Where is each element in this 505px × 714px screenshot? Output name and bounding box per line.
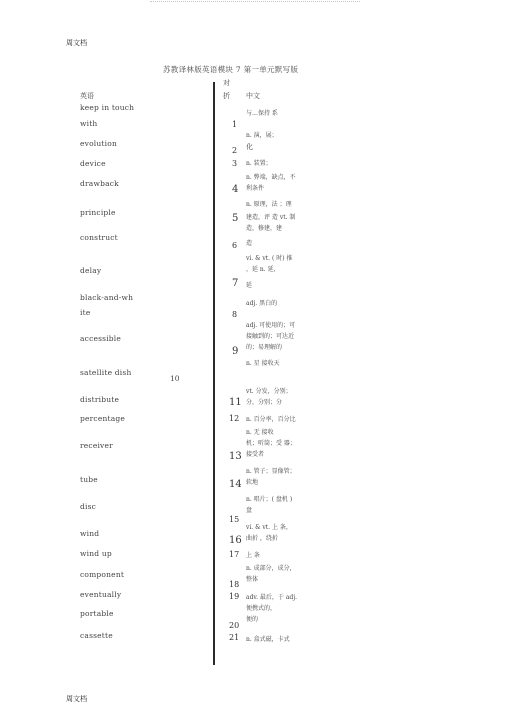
column-header-english: 英语 — [80, 92, 94, 100]
column-header-zhe: 折 — [223, 92, 230, 100]
row-number: 16 — [229, 535, 242, 546]
row-number: 13 — [229, 451, 242, 462]
chinese-meaning: adj. 黑白的 — [246, 300, 278, 307]
chinese-meaning: 便的 — [246, 616, 259, 623]
chinese-meaning: vt. 分发，分别； 分，分别；分 — [246, 388, 292, 406]
row-number: 11 — [229, 397, 242, 408]
english-word: device — [80, 159, 106, 168]
row-number: 3 — [232, 159, 238, 168]
english-word: disc — [80, 502, 97, 511]
row-number: 9 — [232, 346, 239, 357]
chinese-meaning: 上 条 — [246, 552, 260, 559]
english-word: accessible — [80, 334, 122, 343]
english-word: wind up — [80, 549, 112, 558]
english-word-continued: ite — [80, 308, 91, 317]
row-number: 8 — [232, 310, 238, 319]
row-number: 7 — [232, 278, 239, 289]
row-number: 21 — [229, 633, 240, 642]
page-header: 周文档 — [66, 39, 87, 47]
side-number: 10 — [170, 374, 180, 383]
page-footer: 周文档 — [66, 695, 87, 703]
row-number: 18 — [229, 580, 240, 589]
english-word-continued: with — [80, 119, 98, 128]
row-number: 6 — [232, 241, 238, 250]
english-word: satellite dish — [80, 368, 132, 377]
chinese-meaning: n. 原理，法 ；理 — [246, 201, 292, 208]
chinese-meaning: n. 盒式磁，卡式 — [246, 636, 290, 643]
row-number: 19 — [229, 592, 240, 601]
top-divider — [150, 1, 360, 3]
english-word: component — [80, 570, 125, 579]
english-word: evolution — [80, 139, 117, 148]
english-word: cassette — [80, 631, 113, 640]
english-word: portable — [80, 609, 114, 618]
english-word: distribute — [80, 395, 120, 404]
row-number: 1 — [232, 120, 238, 129]
chinese-meaning: n. 星 接收天 — [246, 360, 280, 367]
row-number: 20 — [229, 621, 240, 630]
english-word: eventually — [80, 590, 122, 599]
chinese-meaning: n. 成部分，成分， 整体 — [246, 565, 296, 583]
row-number: 12 — [229, 414, 240, 423]
column-divider — [213, 82, 215, 665]
chinese-meaning: n. 演，展； — [246, 132, 278, 139]
column-header-chinese: 中文 — [246, 92, 260, 100]
english-word: principle — [80, 208, 116, 217]
chinese-meaning: n. 管子；显像管； 软地 — [246, 468, 296, 486]
english-word: drawback — [80, 179, 119, 188]
chinese-meaning: n. 唱片；( 盘机 ) 盘 — [246, 496, 293, 514]
chinese-meaning: n. 百分率，百分比 — [246, 416, 296, 423]
english-word: construct — [80, 233, 118, 242]
english-word: delay — [80, 266, 102, 275]
chinese-meaning: n. 无 接收 机；听筒；受 器； 接受者 — [246, 429, 296, 458]
document-title: 苏教译林版英语模块 7 第一单元默写版 — [163, 65, 299, 74]
english-word: tube — [80, 475, 98, 484]
chinese-meaning: vi. & vt. ( 时) 推 ，延 n. 延， — [246, 255, 293, 273]
column-header-dui: 对 — [223, 79, 230, 87]
english-word: percentage — [80, 414, 126, 423]
row-number: 14 — [229, 479, 242, 490]
chinese-meaning: adv. 最后，于 adj. 便携式的， — [246, 594, 298, 612]
english-word: black-and-wh — [80, 293, 134, 302]
chinese-meaning: n. 弊端，缺点，不 利条件 — [246, 174, 296, 192]
row-number: 5 — [232, 213, 239, 224]
chinese-meaning: vi. & vt. 上 条， 曲折 ，绕折 — [246, 524, 292, 542]
row-number: 17 — [229, 550, 240, 559]
chinese-meaning: 与…保持 系 — [246, 110, 278, 117]
english-word: wind — [80, 529, 100, 538]
chinese-meaning: 建造，评 造 vt. 制 造，修建，建 — [246, 214, 296, 232]
english-word: receiver — [80, 441, 113, 450]
chinese-meaning: 延 — [246, 282, 253, 289]
chinese-meaning: 造 — [246, 240, 253, 247]
chinese-meaning: n. 装置； — [246, 160, 272, 167]
row-number: 2 — [232, 146, 238, 155]
english-word: keep in touch — [80, 103, 135, 112]
chinese-meaning: 化 — [246, 143, 253, 151]
row-number: 15 — [229, 515, 240, 524]
chinese-meaning: adj. 可使用的；可 接触到的；可达近 的；易理解的 — [246, 322, 296, 351]
row-number: 4 — [232, 184, 239, 195]
